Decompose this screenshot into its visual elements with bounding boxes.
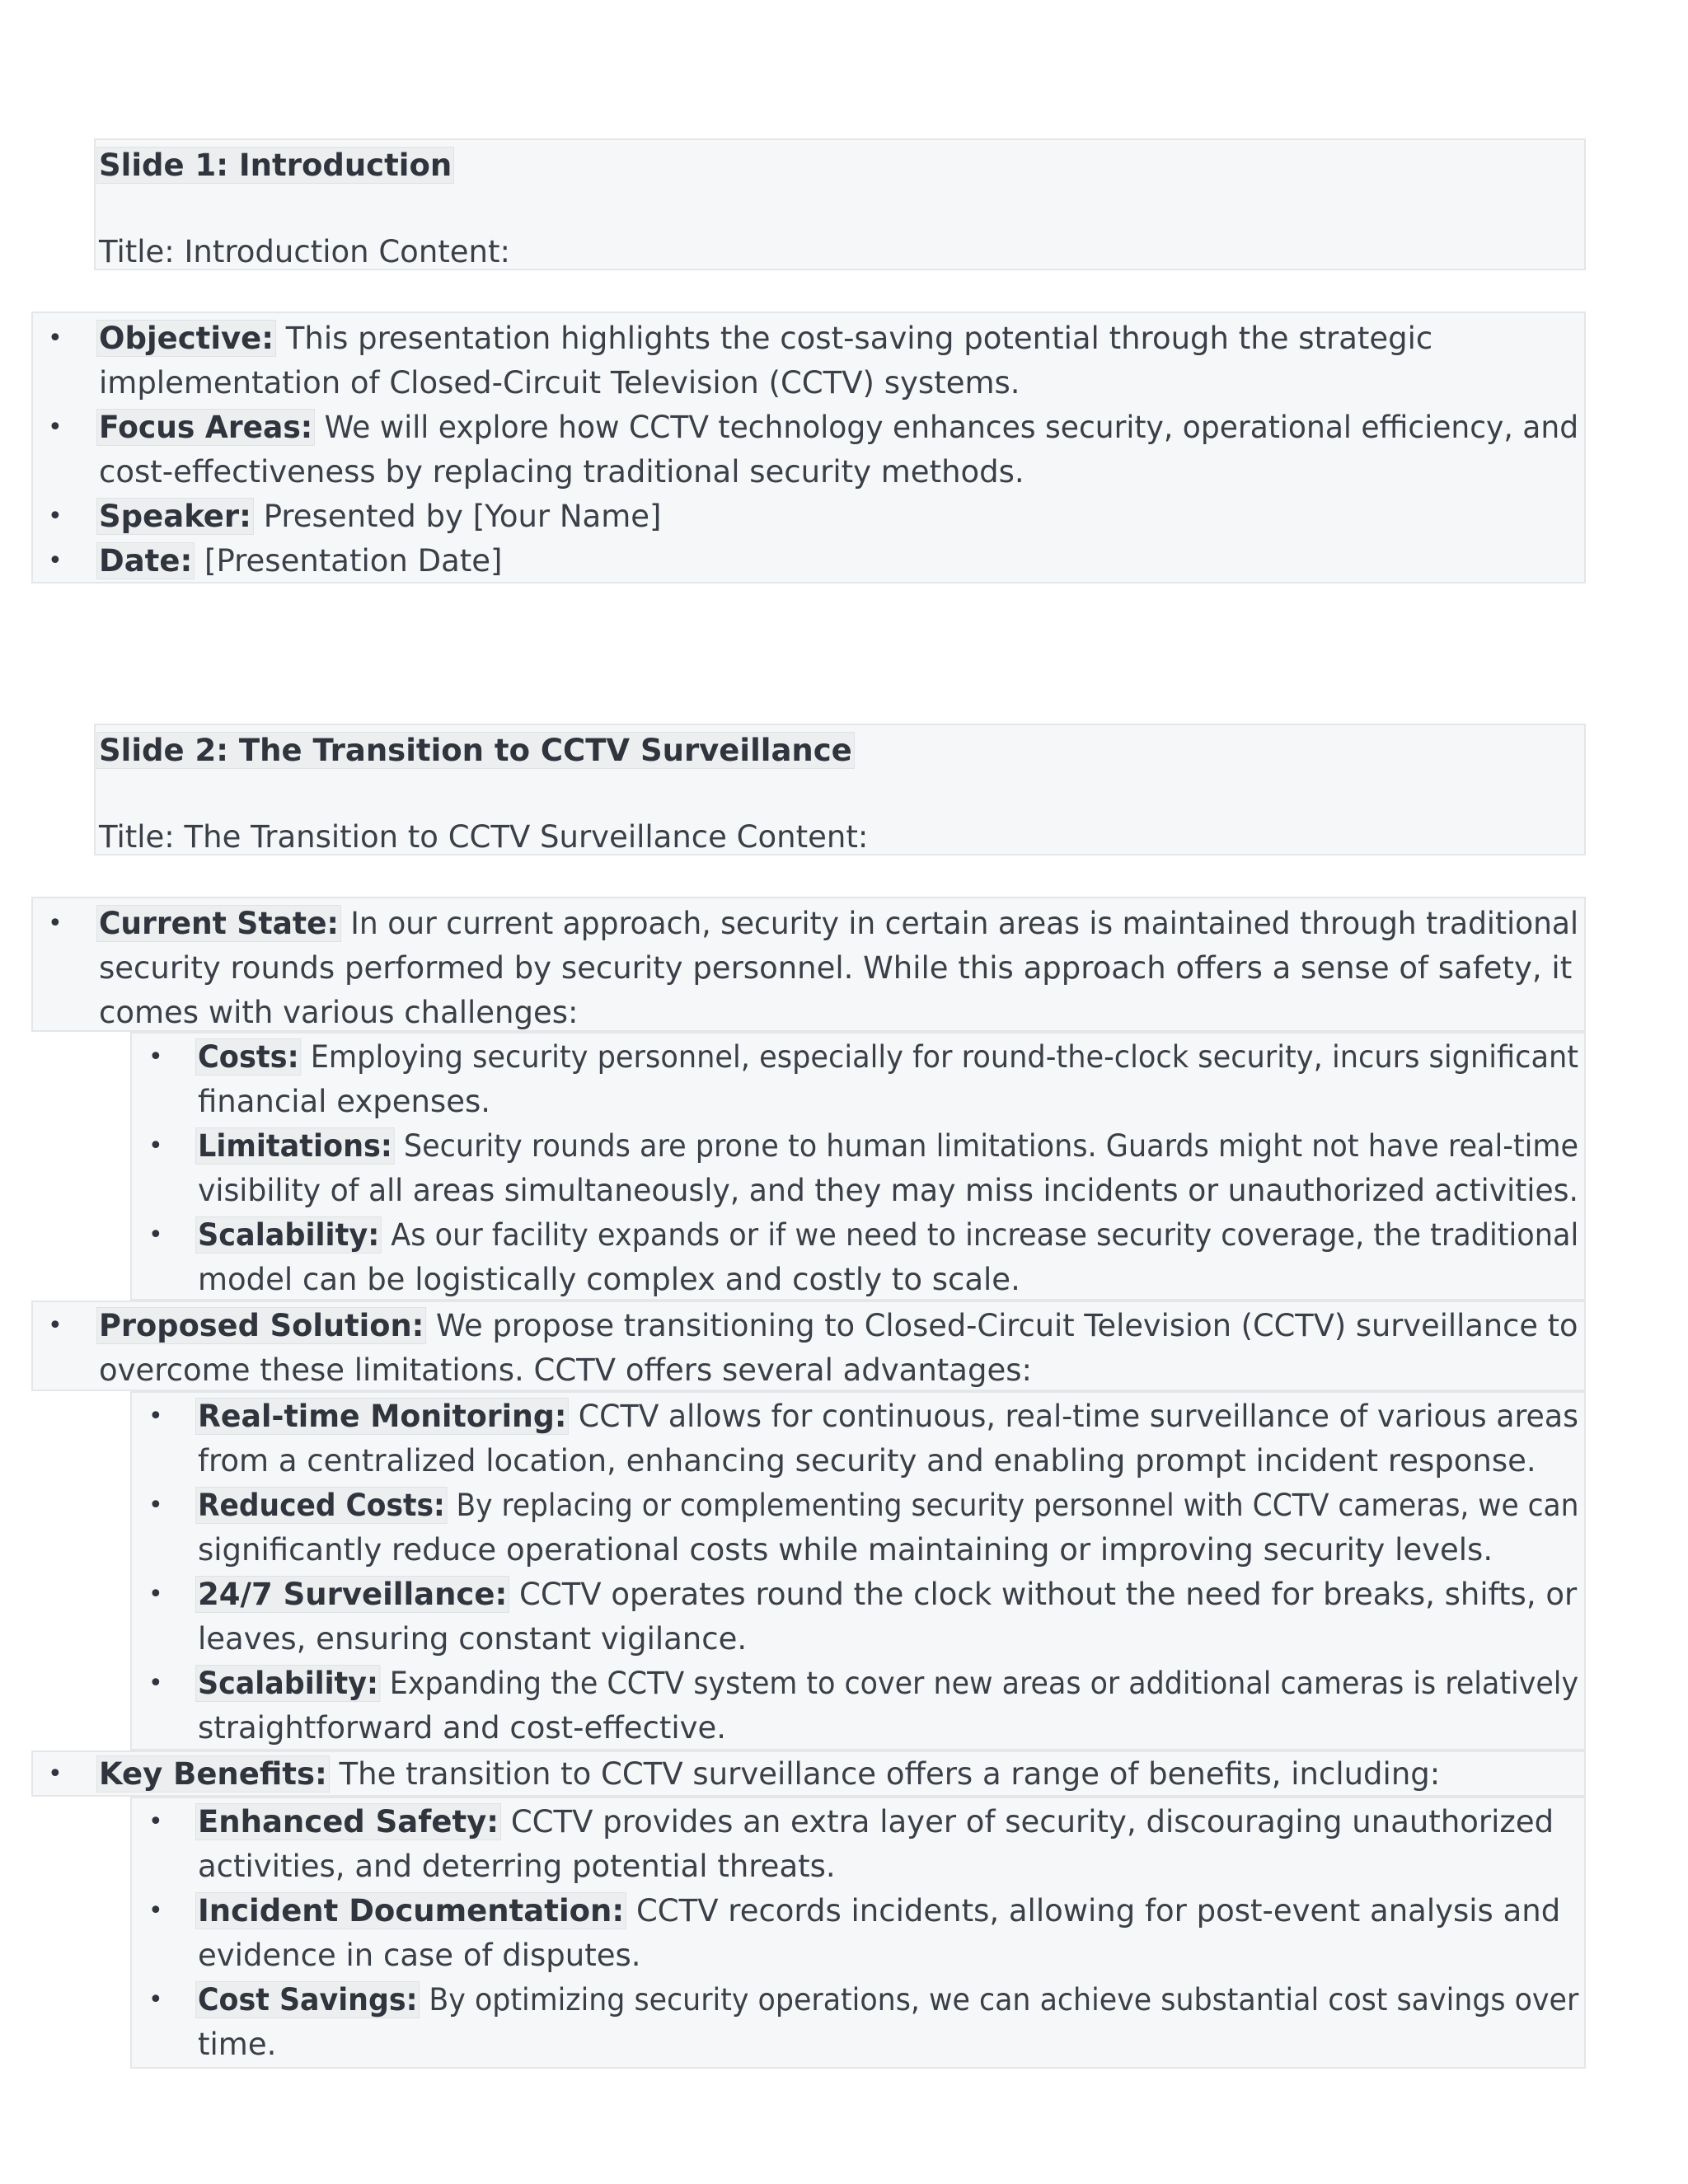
slide1-objective-line1: Objective: This presentation highlights the cost-saving potential through the strategic bbox=[99, 316, 1432, 361]
limitations-label: Limitations: bbox=[195, 1127, 395, 1165]
bullet-marker: • bbox=[148, 1985, 163, 2014]
proposed-solution-line1: Proposed Solution: We propose transitioning to Closed-Circuit Television (CCTV) surveillance to bbox=[99, 1304, 1578, 1348]
bullet-marker: • bbox=[148, 1580, 163, 1609]
speaker-label: Speaker: bbox=[96, 498, 254, 535]
slide2-heading: Slide 2: The Transition to CCTV Surveillance bbox=[99, 729, 855, 773]
bullet-marker: • bbox=[48, 546, 63, 575]
incident-doc-line1: Incident Documentation: CCTV records incidents, allowing for post-event analysis and bbox=[198, 1889, 1560, 1933]
enhanced-safety-label: Enhanced Safety: bbox=[195, 1803, 501, 1840]
bullet-marker: • bbox=[148, 1132, 163, 1160]
bullet-marker: • bbox=[148, 1402, 163, 1431]
slide1-objective-line2: implementation of Closed-Circuit Television (CCTV) systems. bbox=[99, 365, 1020, 401]
limitations-line2: visibility of all areas simultaneously, and they may miss incidents or unauthorized activities. bbox=[198, 1173, 1579, 1208]
cost-savings-line1: Cost Savings: By optimizing security operations, we can achieve substantial cost savings over bbox=[198, 1978, 1578, 2022]
current-state-line3: comes with various challenges: bbox=[99, 995, 579, 1030]
cost-savings-line2: time. bbox=[198, 2027, 277, 2062]
surveillance-247-label: 24/7 Surveillance: bbox=[195, 1576, 509, 1613]
enhanced-safety-line2: activities, and deterring potential threats. bbox=[198, 1849, 836, 1884]
date-label: Date: bbox=[96, 542, 195, 579]
current-state-label: Current State: bbox=[96, 905, 341, 942]
bullet-marker: • bbox=[48, 502, 63, 531]
enhanced-safety-line1: Enhanced Safety: CCTV provides an extra layer of security, discouraging unauthorized bbox=[198, 1800, 1554, 1844]
bullet-marker: • bbox=[48, 413, 63, 442]
objective-label: Objective: bbox=[96, 320, 276, 357]
slide1-speaker-line: Speaker: Presented by [Your Name] bbox=[99, 494, 661, 539]
scalability-line1: Scalability: As our facility expands or if we need to increase security coverage, the traditional bbox=[198, 1213, 1578, 1258]
key-benefits-line1: Key Benefits: The transition to CCTV surveillance offers a range of benefits, including: bbox=[99, 1752, 1440, 1797]
scalability2-label: Scalability: bbox=[195, 1665, 381, 1702]
bullet-marker: • bbox=[148, 1043, 163, 1071]
slide1-focus-line1: Focus Areas: We will explore how CCTV technology enhances security, operational efficiency, and bbox=[99, 405, 1578, 450]
reduced-costs-line2: significantly reduce operational costs while maintaining or improving security levels. bbox=[198, 1532, 1493, 1568]
slide2-title-line: Title: The Transition to CCTV Surveillance Content: bbox=[99, 819, 869, 855]
costs-line1: Costs: Employing security personnel, especially for round-the-clock security, incurs significant bbox=[198, 1035, 1578, 1080]
reduced-costs-label: Reduced Costs: bbox=[195, 1487, 447, 1524]
bullet-marker: • bbox=[148, 1491, 163, 1520]
scalability2-line2: straightforward and cost-effective. bbox=[198, 1710, 727, 1746]
limitations-line1: Limitations: Security rounds are prone to human limitations. Guards might not have real-time bbox=[198, 1124, 1578, 1169]
bullet-marker: • bbox=[148, 1669, 163, 1698]
real-time-label: Real-time Monitoring: bbox=[195, 1398, 569, 1435]
focus-areas-label: Focus Areas: bbox=[96, 409, 315, 446]
key-benefits-label: Key Benefits: bbox=[96, 1755, 330, 1793]
proposed-solution-line2: overcome these limitations. CCTV offers several advantages: bbox=[99, 1352, 1032, 1388]
bullet-marker: • bbox=[148, 1896, 163, 1925]
current-state-line1: Current State: In our current approach, security in certain areas is maintained through traditional bbox=[99, 902, 1578, 946]
real-time-line1: Real-time Monitoring: CCTV allows for continuous, real-time surveillance of various areas bbox=[198, 1394, 1578, 1439]
costs-label: Costs: bbox=[195, 1038, 301, 1076]
bullet-marker: • bbox=[148, 1807, 163, 1836]
slide1-focus-line2: cost-effectiveness by replacing traditional security methods. bbox=[99, 454, 1025, 490]
incident-doc-line2: evidence in case of disputes. bbox=[198, 1938, 641, 1973]
surveillance-247-line2: leaves, ensuring constant vigilance. bbox=[198, 1621, 748, 1657]
slide1-date-line: Date: [Presentation Date] bbox=[99, 539, 502, 583]
proposed-solution-label: Proposed Solution: bbox=[96, 1307, 426, 1344]
reduced-costs-line1: Reduced Costs: By replacing or complementing security personnel with CCTV cameras, we can bbox=[198, 1483, 1578, 1528]
surveillance-247-line1: 24/7 Surveillance: CCTV operates round the clock without the need for breaks, shifts, or bbox=[198, 1572, 1577, 1617]
bullet-marker: • bbox=[48, 324, 63, 353]
scalability-label: Scalability: bbox=[195, 1216, 382, 1254]
costs-line2: financial expenses. bbox=[198, 1084, 491, 1119]
cost-savings-label: Cost Savings: bbox=[195, 1981, 420, 2018]
real-time-line2: from a centralized location, enhancing security and enabling prompt incident response. bbox=[198, 1443, 1536, 1479]
bullet-marker: • bbox=[148, 1221, 163, 1249]
current-state-line2: security rounds performed by security personnel. While this approach offers a sense of safety, it bbox=[99, 950, 1573, 986]
bullet-marker: • bbox=[48, 1760, 63, 1788]
bullet-marker: • bbox=[48, 909, 63, 938]
scalability2-line1: Scalability: Expanding the CCTV system to cover new areas or additional cameras is relatively bbox=[198, 1661, 1578, 1706]
bullet-marker: • bbox=[48, 1311, 63, 1340]
incident-doc-label: Incident Documentation: bbox=[195, 1892, 626, 1929]
scalability-line2: model can be logistically complex and costly to scale. bbox=[198, 1262, 1020, 1297]
slide1-heading: Slide 1: Introduction bbox=[99, 143, 454, 188]
slide1-title-line: Title: Introduction Content: bbox=[99, 234, 510, 269]
